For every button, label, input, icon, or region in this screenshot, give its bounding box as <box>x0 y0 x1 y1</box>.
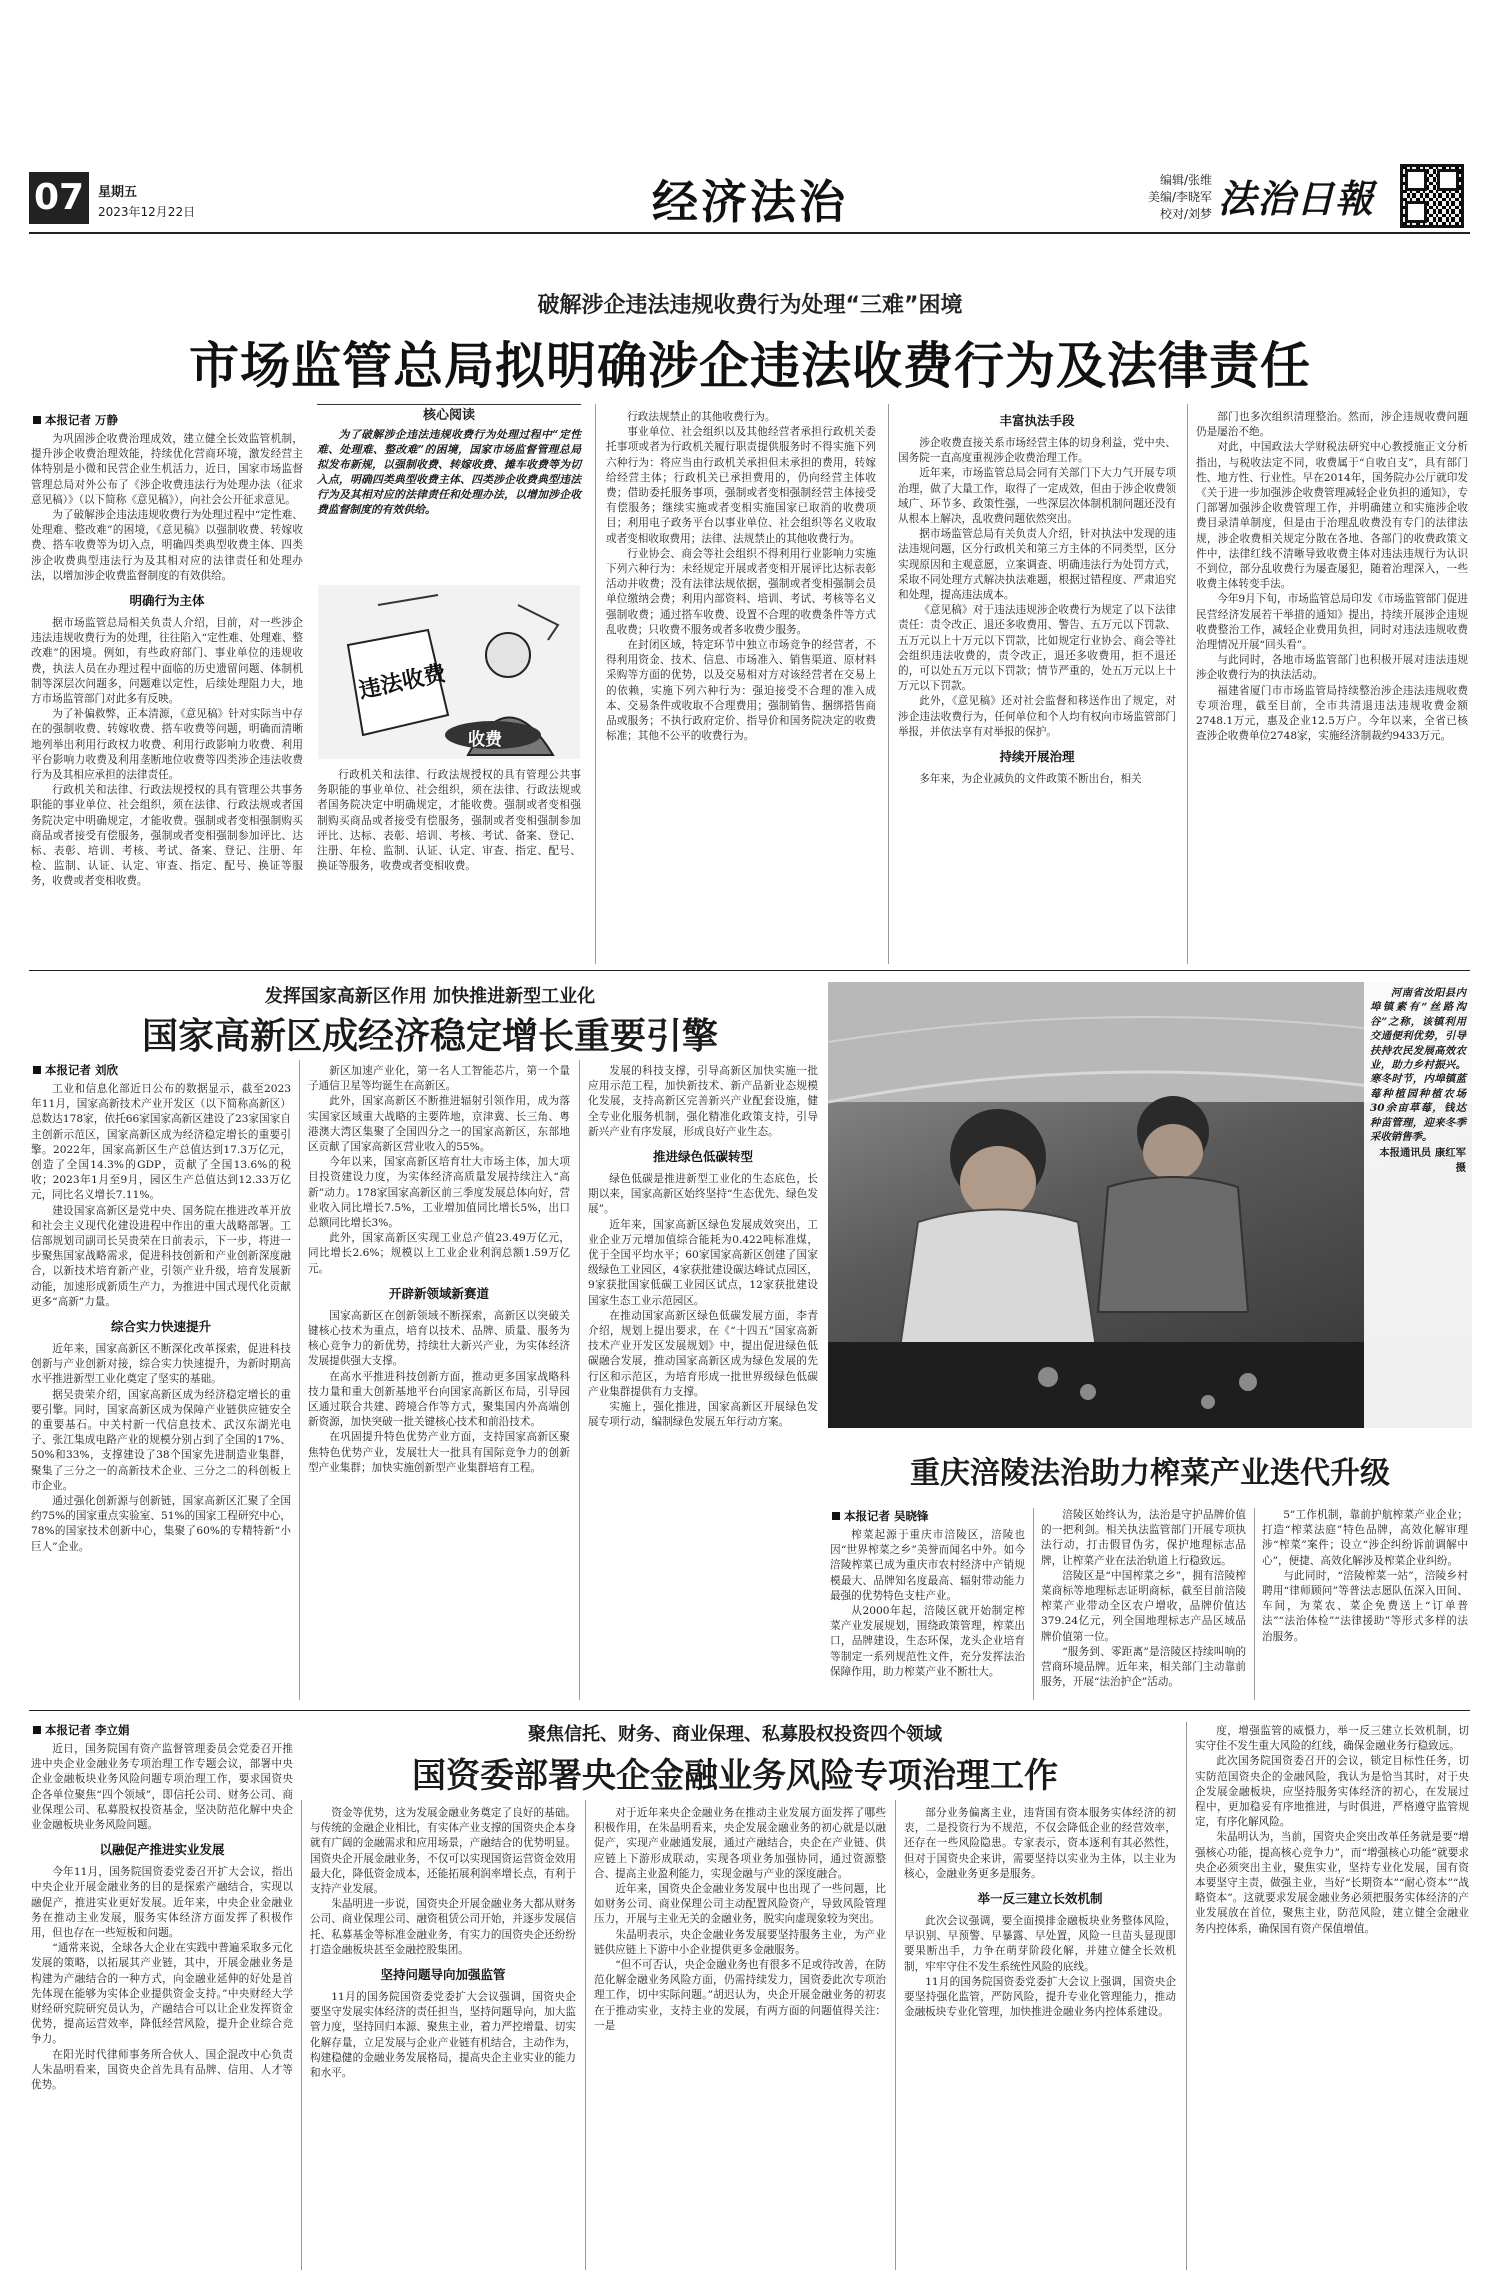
summary-text: 为了破解涉企违法违规收费行为处理过程中“定性难、处理难、整改难”的困境，国家市场监督管理总局拟发布新规，以强制收费、转嫁收费、摊车收费等为切入点，明确四类典型收费主体、四类涉企收费典型违法行为及其相对应的法律责任和处理办法，以增加涉企收费监督制度的有效供给。 <box>317 428 581 516</box>
article4-divider-4 <box>1186 1722 1187 2270</box>
article4-col5: 度，增强监管的威慑力，举一反三建立长效机制，切实守住不发生重大风险的红线，确保金融业务行稳致远。 此次国务院国资委召开的会议，锁定目标性任务，切实防范国资央企的金融风险，我认为是恰当其时，对于央企发展金融板块，应坚持服务实体经济的初心，在发展过程中，更加稳妥有序地推进，与时俱进，严格遵守监管规定，有序化解风险。 朱晶明认为，当前，国资央企突出改革任务就是要“增强核心功能，提高核心竞争力”，而“增强核心功能”就要求央企必须突出主业，聚焦实业，坚持专业化发展，国有资本要坚守主责，做强主业，当好“长期资本”“耐心资本”“战略资本”。这就要求发展金融业务必须把服务实体经济的产业发展放在首位，聚焦主业，防范风险，建立健全金融业务内控体系，确保国有资产保值增值。 <box>1195 1725 1469 1935</box>
section-title: 经济法治 <box>652 175 848 229</box>
article3-col2: 涪陵区始终认为，法治是守护品牌价值的一把利剑。相关执法监管部门开展专项执法行动，打击假冒伪劣，保护地理标志品牌，让榨菜产业在法治轨道上行稳致远。 涪陵区是“中国榨菜之乡”，拥有涪陵榨菜商标等地理标志证明商标，截至目前涪陵榨菜产业带动全区农户增收，品牌价值达379.24亿元，列全国地理标志产品区域品牌价值第一位。 “服务到、零距离”是涪陵区持续叫响的营商环境品牌。近年来，相关部门主动靠前服务，开展“法治护企”活动。 <box>1041 1509 1246 1689</box>
article2-col2: 新区加速产业化，第一名人工智能芯片，第一个量子通信卫星等均诞生在高新区。 此外，国家高新区不断推进辐射引领作用，成为落实国家区域重大战略的主要阵地，京津冀、长三角、粤港澳大湾区集聚了全国四分之一的国家高新区，东部地区贡献了国家高新区营业收入的55%。 今年以来，国家高新区培育壮大市场主体，加大项目投资建设力度，为实体经济高质量发展持续注入“高新”动力。178家国家高新区前三季度发展总体向好，营业收入同比增长7.5%，工业增加值同比增长5%，出口总额同比增长3%。 此外，国家高新区实现工业总产值23.49万亿元，同比增长2.6%；规模以上工业企业利润总额1.59万亿元。 开辟新领域新赛道 国家高新区在创新领域不断探索，高新区以突破关键核心技术为重点，培育以技术、品牌、质量、服务为核心竞争力的新优势，持续壮大新兴产业，为实体经济发展提供强大支撑。 在高水平推进科技创新方面，推动更多国家战略科技力量和重大创新基地平台向国家高新区布局，引导园区通过联合共建、跨境合作等方式，聚集国内外高端创新资源，加快突破一批关键核心技术和前沿技术。 在巩固提升特色优势产业方面，支持国家高新区聚焦特色优势产业，发展壮大一批具有国际竞争力的创新型产业集群；加快实施创新型产业集群培育工程。 <box>308 1065 570 1474</box>
article4-headline: 国资委部署央企金融业务风险专项治理工作 <box>412 1756 1058 1796</box>
page-number: 07 <box>33 177 85 218</box>
article3-divider-1 <box>1033 1508 1034 1700</box>
article1-bottom-rule <box>29 970 1470 971</box>
photo-caption: 河南省汝阳县内埠镇素有“丝路沟谷”之称，该镇利用交通便利优势，引导扶持农民发展高效农业，助力乡村振兴。寒冬时节，内埠镇蓝莓种植园种植农场30余亩草莓，钱达种苗管理，迎来冬季采收销售季。 <box>1370 987 1466 1144</box>
photo-caption-box <box>1364 982 1472 1428</box>
article1-subhead-1: 明确行为主体 <box>129 593 205 609</box>
article2-headline: 国家高新区成经济稳定增长重要引擎 <box>141 1016 718 1057</box>
illustration-cartoon <box>318 585 580 759</box>
article2-divider-2 <box>579 1060 580 1700</box>
article4-subhead-1: 以融促产推进实业发展 <box>99 1842 225 1858</box>
illegal-fee-cartoon-icon <box>318 585 580 759</box>
article4-kicker: 聚焦信托、财务、商业保理、私募股权投资四个领域 <box>528 1724 942 1745</box>
article1-divider-2 <box>888 404 889 964</box>
article2-byline: 本报记者 刘欣 <box>33 1062 118 1078</box>
article1-divider-3 <box>1187 404 1188 964</box>
article1-kicker: 破解涉企违法违规收费行为处理“三难”困境 <box>537 293 963 318</box>
article3-headline: 重庆涪陵法治助力榨菜产业迭代升级 <box>910 1456 1390 1491</box>
article4-subhead-3: 举一反三建立长效机制 <box>977 1891 1103 1907</box>
qr-code-icon <box>1400 164 1464 228</box>
article1-subhead-2: 丰富执法手段 <box>999 413 1075 428</box>
article4-col1: 近日，国务院国有资产监督管理委员会党委召开推进中央企业金融业务专项治理工作专题会议，部署中央企业金融板块业务风险问题专项治理工作，要求国资央企各单位聚焦“四个领域”，即信托公司、财务公司、商业保理公司、私募股权投资基金，坚决防范化解中央企业金融板块业务风险问题。 以融促产推进实业发展 今年11月，国务院国资委党委召开扩大会议，指出中央企业开展金融业务的目的是探索产融结合，实现以融促产，推进实业更好发展。近年来，中央企业金融业务在推动主业发展，服务实体经济方面发挥了积极作用，但也存在一些短板和问题。 “通常来说，全球各大企业在实践中普遍采取多元化发展的策略，以拓展其产业链，其中，开展金融业务是构建为产融结合的一种方式，向金融业延伸的好处是首先体现在能够为实体企业提供资金支持。”中央财经大学财经研究院研究员认为，产融结合可以让企业发挥资金优势，提高运营效率，降低经营风险，提升企业综合竞争力。 在阳光时代律师事务所合伙人、国企混改中心负责人朱晶明看来，国资央企首先具有品牌、信用、人才等优势。 <box>31 1743 293 2092</box>
article1-col5: 部门也多次组织清理整治。然而，涉企违规收费问题仍是屡治不绝。 对此，中国政法大学财税法研究中心教授施正文分析指出，与税收法定不同，收费属于“自收自支”，具有部门性、地方性、行业性。早在2014年，国务院办公厅就印发《关于进一步加强涉企收费管理减轻企业负担的通知》，专门部署加强涉企收费管理工作，并明确建立和实施涉企收费目录清单制度，但是由于治理乱收费没有专门的法律法规，涉企收费相关规定分散在各地、各部门的收费政策文件中，法律红线不清晰导致收费主体对违法违规行为认识不到位，部分乱收费行为屡查屡犯，随着治理深入，一些收费主体转变手法。 今年9月下旬，市场监管总局印发《市场监管部门促进民营经济发展若干举措的通知》提出，持续开展涉企违规收费整治工作，减轻企业费用负担，同时对违法违规收费治理情况开展“回头看”。 与此同时，各地市场监管部门也积极开展对违法违规涉企收费行为的执法活动。 福建省厦门市市场监管局持续整治涉企违法违规收费专项治理，截至目前，全市共清退违法违规收费金额2748.1万元，惠及企业12.5万户。今年以来，全省已核查涉企收费单位2748家，实施经济制裁约9433万元。 <box>1196 411 1468 743</box>
article4-divider-3 <box>895 1800 896 2270</box>
page-number-box <box>29 172 89 224</box>
article2-subhead-2: 开辟新领域新赛道 <box>388 1285 489 1301</box>
illustration-label-illegal-fee: 违法收费 <box>356 661 449 704</box>
article4-divider-1 <box>301 1800 302 2270</box>
paper-name: 法治日報 <box>1218 176 1375 221</box>
article1-divider-1 <box>595 404 596 964</box>
summary-title: 核心阅读 <box>422 408 475 423</box>
article4-col4: 部分业务偏离主业，违背国有资本服务实体经济的初衷，二是投资行为不规范，不仅会降低企业的经营效率，还存在一些风险隐患。专家表示，资本逐利有其必然性，但对于国资央企来讲，需要坚持以实业为主体，以主业为核心，金融业务更多是服务。 举一反三建立长效机制 此次会议强调，要全面摸排金融板块业务整体风险，早识别、早预警、早暴露、早处置，风险一旦苗头显现即要果断出手，力争在萌芽阶段化解，并建立健全长效机制，牢牢守住不发生系统性风险的底线。 11月的国务院国资委党委扩大会议上强调，国资央企要坚持强化监管，严防风险，提升专业化管理能力，推动金融板块专业化管理，加快推进金融业务内控体系建设。 <box>904 1807 1176 2019</box>
editor-credit: 编辑/张维 <box>1159 173 1212 187</box>
article1-headline: 市场监管总局拟明确涉企违法收费行为及法律责任 <box>189 337 1311 395</box>
summary-box <box>317 404 581 579</box>
masthead-date: 2023年12月22日 <box>98 205 196 219</box>
photo-credit: 本报通讯员 康红军 摄 <box>1379 1147 1466 1174</box>
article4-col3: 对于近年来央企金融业务在推动主业发展方面发挥了哪些积极作用，在朱晶明看来，央企发展金融业务的初心就是以融促产，实现产业融通发展，通过产融结合，央企在产业链、供应链上下游形成联动，实现各项业务加强协同，通过资源整合、提高主业盈利能力，实现金融与产业的深度融合。 近年来，国资央企金融业务发展中也出现了一些问题，比如财务公司、商业保理公司主动配置风险资产，导致风险管理压力，开展与主业无关的金融业务，脱实向虚现象较为突出。 朱晶明表示，央企金融业务发展要坚持服务主业，为产业链供应链上下游中小企业提供更多金融服务。 “但不可否认，央企金融业务也有很多不足或待改善，在防范化解金融业务风险方面，仍需持续发力，国资委此次专项治理工作，切中实际问题。”胡迟认为，央企开展金融业务的初衷在于推动实业，支持主业的发展，有两方面的问题值得关注：一是 <box>594 1807 886 2032</box>
article2-kicker: 发挥国家高新区作用 加快推进新型工业化 <box>264 986 596 1007</box>
article4-divider-2 <box>585 1800 586 2270</box>
article2-subhead-3: 推进绿色低碳转型 <box>652 1149 753 1165</box>
article2-bottom-rule <box>29 1710 1470 1711</box>
article4-subhead-2: 坚持问题导向加强监管 <box>380 1967 506 1983</box>
article4-col2: 资金等优势，这为发展金融业务奠定了良好的基础。与传统的金融企业相比，有实体产业支撑的国资央企本身就有广阔的金融需求和应用场景，产融结合的优势明显。国资央企开展金融业务，不仅可以实现国资运营资金效用最大化，降低资金成本，还能拓展利润率增长点，有利于支持产业发展。 朱晶明进一步说，国资央企开展金融业务大都从财务公司、商业保理公司、融资租赁公司开始，并逐步发展信托、私募基金等标准金融业务，有实力的国资央企还纷纷打造金融板块甚至金融控股集团。 坚持问题导向加强监管 11月的国务院国资委党委扩大会议强调，国资央企要坚守发展实体经济的责任担当，坚持问题导向，加大监管力度，坚持回归本源、聚焦主业，着力严控增量、切实化解存量，立足发展与企业产业链有机结合，主动作为，构建稳健的金融业务发展格局，提高央企主业实业的能力和水平。 <box>310 1807 576 2080</box>
article1-subhead-3: 持续开展治理 <box>999 749 1075 765</box>
article3-byline: 本报记者 吴晓锋 <box>832 1508 929 1524</box>
article3-col3: 5”工作机制，靠前护航榨菜产业企业；打造“榨菜法庭”特色品牌，高效化解审理涉“榨菜”案件；设立“涉企纠纷诉前调解中心”，便捷、高效化解涉及榨菜企业纠纷。 与此同时，“涪陵榨菜一站”，涪陵乡村聘用“律师顾问”等普法志愿队伍深入田间、车间，为菜农、菜企免费送上“订单普法”“法治体检”“法律援助”等形式多样的法治服务。 <box>1262 1509 1468 1643</box>
article1-col2: 行政机关和法律、行政法规授权的具有管理公共事务职能的事业单位、社会组织，须在法律、行政法规或者国务院决定中明确规定，才能收费。强制或者变相强制购买商品或者接受有偿服务，强制或者变相强制参加评比、达标、表彰、培训、考核、考试、备案、登记、注册、年检、监制、认证、认定、审查、指定、配号、换证等服务，收费或者变相收费。 <box>317 769 581 873</box>
article2-col1: 工业和信息化部近日公布的数据显示，截至2023年11月，国家高新技术产业开发区（以下简称高新区）总数达178家，依托66家国家高新区建设了23家国家自主创新示范区，国家高新区成为经济稳定增长的重要引擎。2022年，国家高新区生产总值达到17.3万亿元，创造了全国14.3%的GDP，贡献了全国13.6%的税收；2023年1月至9月，园区生产总值达到12.33万亿元，同比名义增长7.11%。 建设国家高新区是党中央、国务院在推进改革开放和社会主义现代化建设进程中作出的重大战略部署。工信部规划司副司长吴贵荣在日前表示，下一步，将进一步聚焦国家战略需求，促进科技创新和产业创新深度融合，以新技术培育新产业，引领产业升级，培育发展新动能，加速形成新质生产力，为推进中国式现代化贡献更多“高新”力量。 综合实力快速提升 近年来，国家高新区不断深化改革探索，促进科技创新与产业创新对接，综合实力快速提升，为新时期高水平推进新型工业化奠定了坚实的基础。 据吴贵荣介绍，国家高新区成为经济稳定增长的重要引擎。同时，国家高新区成为保障产业链供应链安全的重要基石。中关村新一代信息技术、武汉东湖光电子、张江集成电路产业的规模分别占到了全国的17%、50%和33%，支撑建设了38个国家先进制造业集群，聚集了三分之一的高新技术企业、三分之二的科创板上市企业。 通过强化创新源与创新链，国家高新区汇聚了全国约75%的国家重点实验室、51%的国家工程研究中心，78%的国家技术创新中心，集聚了60%的专精特新“小巨人”企业。 <box>31 1083 291 1553</box>
article4-byline: 本报记者 李立娟 <box>33 1722 130 1738</box>
proofreader-credit: 校对/刘梦 <box>1159 207 1212 221</box>
article3-col1: 榨菜起源于重庆市涪陵区，涪陵也因“世界榨菜之乡”美誉而闻名中外。如今涪陵榨菜已成为重庆市农村经济中产销规模最大、品牌知名度最高、辐射带动能力最强的优势特色支柱产业。 从2000年起，涪陵区就开始制定榨菜产业发展规划，围绕政策管理，榨菜出口，品牌建设，生态环保，龙头企业培育等制定一系列规范性文件，充分发挥法治保障作用，助力榨菜产业不断壮大。 <box>830 1529 1025 1678</box>
editor-credits <box>1140 172 1212 223</box>
news-photo <box>828 982 1472 1428</box>
article2-col3: 发展的科技支撑，引导高新区加快实施一批应用示范工程，加快新技术、新产品新业态规模化发展，支持高新区完善新兴产业配套设施，健全专业化服务机制，强化精准化政策支持，引导新兴产业有序发展，形成良好产业生态。 推进绿色低碳转型 绿色低碳是推进新型工业化的生态底色，长期以来，国家高新区始终坚持“生态优先、绿色发展”。 近年来，国家高新区绿色发展成效突出，工业企业万元增加值综合能耗为0.422吨标准煤，优于全国平均水平；60家国家高新区创建了国家级绿色工业园区，4家获批建设碳达峰试点园区，9家获批国家低碳工业园区试点，12家获批建设国家生态工业示范园区。 在推动国家高新区绿色低碳发展方面，李青介绍，规划上提出要求，在《“十四五”国家高新技术产业开发区发展规划》中，提出促进绿色低碳融合发展，推动国家高新区成为绿色发展的先行区和示范区，为培育形成一批世界级绿色低碳产业集群提供有力支撑。 实施上，强化推进，国家高新区开展绿色发展专项行动，编制绿色发展五年行动方案。 <box>588 1065 818 1429</box>
masthead-weekday: 星期五 <box>98 185 138 200</box>
article1-col4: 丰富执法手段 涉企收费直接关系市场经营主体的切身利益，党中央、国务院一直高度重视涉企收费治理工作。 近年来，市场监管总局会同有关部门下大力气开展专项治理，做了大量工作，取得了一定成效，但由于涉企收费领域广、环节多、政策性强，一些深层次体制机制问题还没有从根本上解决，乱收费问题依然突出。 据市场监管总局有关负责人介绍，针对执法中发现的违法违规问题，区分行政机关和第三方主体的不同类型，区分实现原因和主观意愿，立案调查、明确违法行为处罚方式，采取不同处理方式解决执法难题，根据过错程度、严肃追究和处理，提高违法成本。 《意见稿》对于违法违规涉企收费行为规定了以下法律责任：责令改正、退还多收费用、警告、五万元以下罚款、五万元以上十万元以下罚款，比如规定行业协会、商会等社会组织违法收费的，责令改正，退还多收费用，拒不退还的，可以处五万元以下罚款；情节严重的，处五万元以上十万元以下罚款。 此外，《意见稿》还对社会监督和移送作出了规定，对涉企违法收费行为，任何单位和个人均有权向市场监管部门举报，并依法享有对举报的保护。 持续开展治理 多年来，为企业减负的文件政策不断出台，相关 <box>898 410 1176 962</box>
article2-divider-1 <box>299 1060 300 1700</box>
illustration-label-fee: 收费 <box>468 730 502 750</box>
article1-byline: 本报记者 万静 <box>33 412 118 428</box>
article1-col3: 行政法规禁止的其他收费行为。 事业单位、社会组织以及其他经营者承担行政机关委托事项或者为行政机关履行职责提供服务时不得实施下列六种行为：将应当由行政机关承担但未承担的费用，转嫁给经营主体；行政机关已承担费用的，仍向经营主体收费；借助委托服务事项，强制或者变相强制经营主体接受有偿服务；继续实施或者变相实施国家已取消的收费项目；利用电子政务平台以事业单位、社会组织等名义收取或者变相收取费用；法律、法规禁止的其他收费行为。 行业协会、商会等社会组织不得利用行业影响力实施下列六种行为：未经规定开展或者变相开展评比达标表彰活动并收费；没有法律法规依据，强制或者变相强制会员单位缴纳会费；利用内部资料、培训、考试、考核等名义强制收费；通过搭车收费、设置不合理的收费条件等方式乱收费；只收费不服务或者多收费少服务。 在封闭区域，特定环节中独立市场竞争的经营者，不得利用资金、技术、信息、市场准入、销售渠道、原材料采购等方面的优势，以及交易相对方对该经营者在交易上的依赖，实施下列六种行为：强迫接受不合理的准入成本、交易条件或收取不合理费用；强制销售、捆绑搭售商品或服务；不执行政府定价、指导价和国务院决定的收费标准；其他不公平的收费行为。 <box>606 411 876 743</box>
article3-divider-2 <box>1254 1508 1255 1700</box>
article2-subhead-1: 综合实力快速提升 <box>110 1319 211 1335</box>
designer-credit: 美编/李晓军 <box>1147 190 1212 204</box>
article1-col1: 为巩固涉企收费治理成效，建立健全长效监管机制，提升涉企收费治理效能，持续优化营商环境，激发经营主体特别是小微和民营企业生机活力，近日，国家市场监督管理总局对外公布了《涉企收费违法行为处理办法（征求意见稿）》（以下简称《意见稿》），向社会公开征求意见。 为了破解涉企违法违规收费行为处理过程中“定性难、处理难、整改难”的困境，《意见稿》以强制收费、转嫁收费、搭车收费等为切入点，明确四类典型收费主体、四类涉企收费典型违法行为及其相对应的法律责任和处理办法，以增加涉企收费监督制度的有效供给。 明确行为主体 据市场监管总局相关负责人介绍，目前，对一些涉企违法违规收费行为的处理，往往陷入“定性难、处理难、整改难”的困境。例如，有些政府部门、事业单位的违规收费，执法人员在办理过程中面临的历史遗留问题、体制机制等深层次问题多，问题难以定性，后续处理阻力大，地方市场监管部门对此多有反映。 为了补偏救弊，正本清源，《意见稿》针对实际当中存在的强制收费、转嫁收费、搭车收费等问题，明确而清晰地列举出利用行政权力收费、利用行政影响力收费、利用平台影响力收费及利用垄断地位收费等四类涉企违法收费行为及其相应承担的法律责任。 行政机关和法律、行政法规授权的具有管理公共事务职能的事业单位、社会组织，须在法律、行政法规或者国务院决定中明确规定，才能收费。强制或者变相强制购买商品或者接受有偿服务，强制或者变相强制参加评比、达标、表彰、培训、考核、考试、备案、登记、注册、年检、监制、认证、认定、审查、指定、配号、换证等服务，收费或者变相收费。 <box>31 433 303 888</box>
masthead-rule <box>29 232 1470 234</box>
